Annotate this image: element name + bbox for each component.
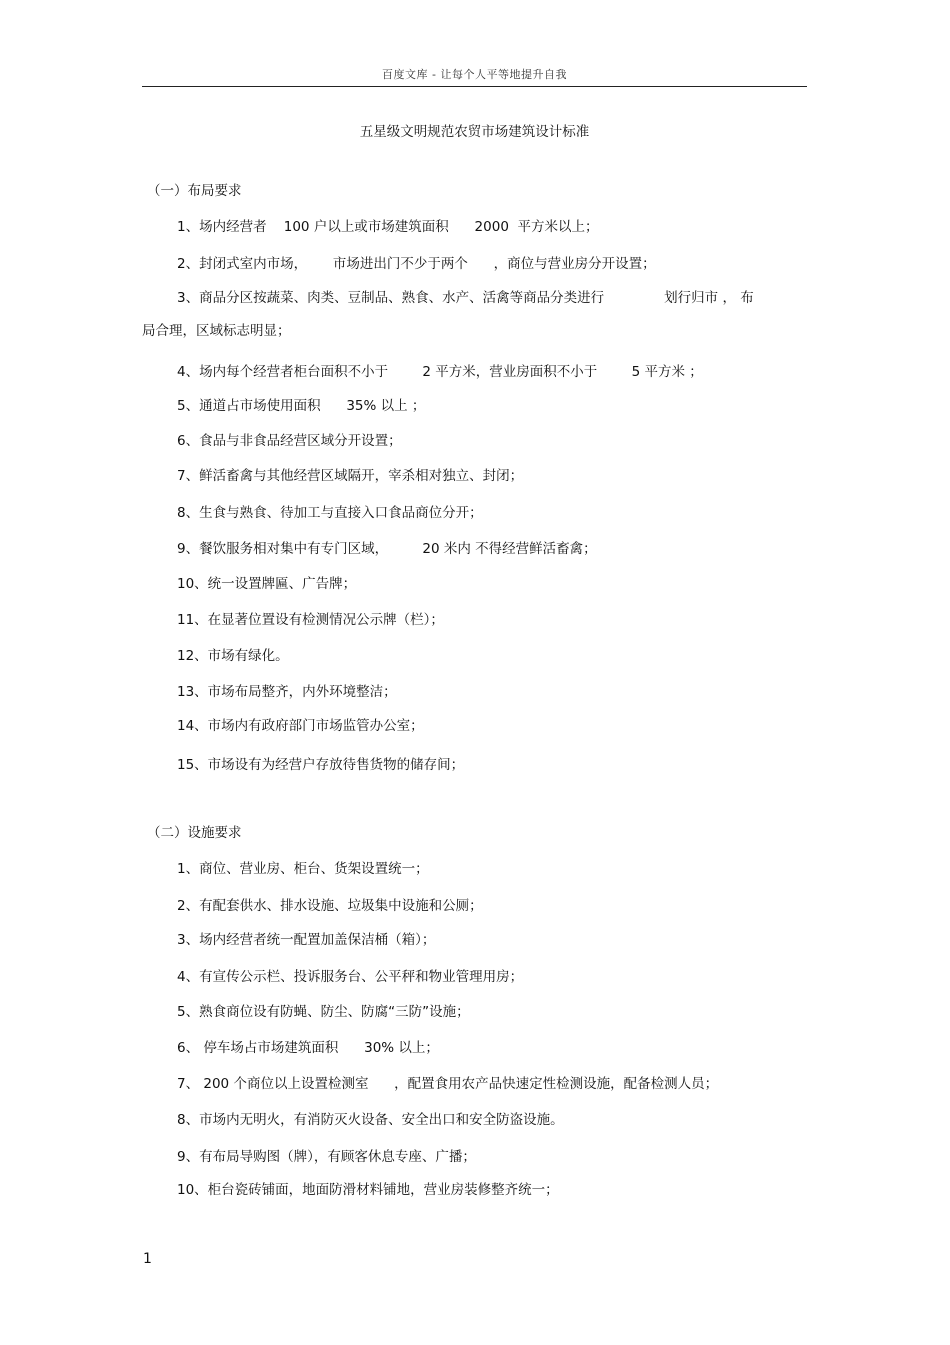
layout-item-11: 11、在显著位置设有检测情况公示牌（栏）； [177,612,444,628]
facility-item-7: 7、 200 个商位以上设置检测室 ，配置食用农产品快速定性检测设施，配备检测人员； [177,1076,719,1092]
layout-item-6: 6、食品与非食品经营区域分开设置； [177,433,402,449]
layout-item-7: 7、鲜活畜禽与其他经营区域隔开，宰杀相对独立、封闭； [177,468,524,484]
layout-item-3-line1: 3、商品分区按蔬菜、肉类、豆制品、熟食、水产、活禽等商品分类进行 划行归市 ， 布 [177,290,754,306]
layout-item-8: 8、生食与熟食、待加工与直接入口食品商位分开； [177,505,483,521]
document-title: 五星级文明规范农贸市场建筑设计标准 [359,124,590,140]
layout-item-10: 10、统一设置牌匾、广告牌； [177,576,357,592]
layout-item-9: 9、餐饮服务相对集中有专门区域， 20 米内 不得经营鲜活畜禽； [177,541,597,557]
layout-item-12: 12、市场有绿化。 [177,648,289,664]
layout-item-13: 13、市场布局整齐，内外环境整洁； [177,684,397,700]
layout-item-14: 14、市场内有政府部门市场监管办公室； [177,718,424,734]
header-divider [142,86,807,87]
facility-item-10: 10、柜台瓷砖铺面，地面防滑材料铺地，营业房装修整齐统一； [177,1182,559,1198]
layout-item-1: 1、场内经营者 100 户以上或市场建筑面积 2000 平方米以上； [177,219,599,235]
section-heading-layout: （一）布局要求 [147,183,242,199]
facility-item-9: 9、有布局导购图（牌），有顾客休息专座、广播； [177,1149,476,1165]
layout-item-3 [142,282,807,348]
layout-item-3-line2: 局合理，区域标志明显； [142,323,291,339]
facility-item-4: 4、有宣传公示栏、投诉服务台、公平秤和物业管理用房； [177,969,524,985]
layout-item-2: 2、封闭式室内市场， 市场进出门不少于两个 ，商位与营业房分开设置； [177,256,656,272]
section-heading-facilities: （二）设施要求 [147,825,242,841]
facility-item-2: 2、有配套供水、排水设施、垃圾集中设施和公厕； [177,898,483,914]
facility-item-5: 5、熟食商位设有防蝇、防尘、防腐“三防”设施； [177,1004,470,1020]
facility-item-8: 8、市场内无明火，有消防灭火设备、安全出口和安全防盗设施。 [177,1112,564,1128]
layout-item-4: 4、场内每个经营者柜台面积不小于 2 平方米，营业房面积不小于 5 平方米 ； [177,364,703,380]
facility-item-1: 1、商位、营业房、柜台、货架设置统一； [177,861,429,877]
page-header: 百度文库 - 让每个人平等地提升自我 [382,68,567,81]
facility-item-6: 6、 停车场占市场建筑面积 30% 以上； [177,1040,439,1056]
layout-item-15: 15、市场设有为经营户存放待售货物的储存间； [177,757,465,773]
facility-item-3: 3、场内经营者统一配置加盖保洁桶（箱）； [177,932,436,948]
layout-item-5: 5、通道占市场使用面积 35% 以上 ； [177,398,426,414]
page-number: 1 [143,1251,152,1267]
